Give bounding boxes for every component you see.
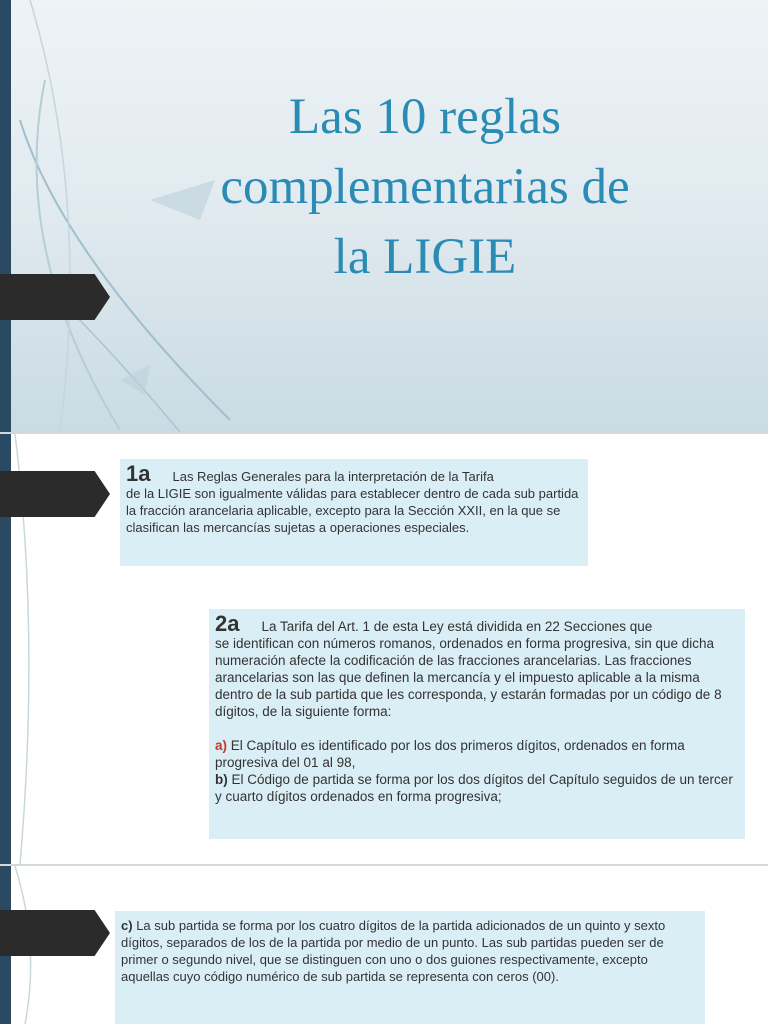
rule-number: 1a <box>126 461 151 486</box>
rules-slide-1 <box>0 434 768 864</box>
item-text: La sub partida se forma por los cuatro dígitos de la partida adicionados de un quinto y sexto dígitos, separados de los de la partida por medio de un punto. Las sub partidas pueden ser de primer o segundo nivel, que se distinguen con uno o dos guiones respectivamente, excepto aquellas cuyo código numérico de sub partida se representa con ceros (00). <box>121 918 666 984</box>
rule-2-continued-box <box>115 911 705 1024</box>
title-line: complementarias de <box>220 159 630 215</box>
rules-slide-2 <box>0 866 768 1024</box>
item-label: b) <box>215 772 228 787</box>
arrow-marker <box>0 910 110 956</box>
rule-number: 2a <box>215 611 240 636</box>
rule-text-lead: La Tarifa del Art. 1 de esta Ley está dividida en 22 Secciones que <box>261 619 653 634</box>
item-text: El Capítulo es identificado por los dos primeros dígitos, ordenados en forma progresiva del 01 al 98, <box>215 738 685 770</box>
rule-text: se identifican con números romanos, ordenados en forma progresiva, sin que dicha numeración afecte la codificación de las fracciones arancelarias. Las fracciones arancelarias son las que definen la mercancía y el impuesto aplicable a la misma dentro de la sub partida que les corresponda, y estarán formadas por un código de 8 dígitos, de la siguiente forma: <box>215 636 722 719</box>
title-slide <box>0 0 768 432</box>
arrow-marker <box>0 274 110 320</box>
title-line: Las 10 reglas <box>289 89 561 145</box>
item-label: a) <box>215 738 228 753</box>
rule-2-box <box>209 609 745 839</box>
item-text: El Código de partida se forma por los dos dígitos del Capítulo seguidos de un tercer y cuarto dígitos ordenados en forma progresiva; <box>215 772 733 804</box>
item-label: c) <box>121 918 133 933</box>
slide-title <box>100 82 750 292</box>
rule-text-lead: Las Reglas Generales para la interpretación de la Tarifa <box>172 469 494 484</box>
rule-text: de la LIGIE son igualmente válidas para establecer dentro de cada sub partida la fracción arancelaria aplicable, excepto para la Sección XXII, en la que se clasifican las mercancías sujetas a operaciones especiales. <box>126 486 579 535</box>
title-line: la LIGIE <box>333 229 517 285</box>
rule-1-box <box>120 459 588 566</box>
arrow-marker <box>0 471 110 517</box>
